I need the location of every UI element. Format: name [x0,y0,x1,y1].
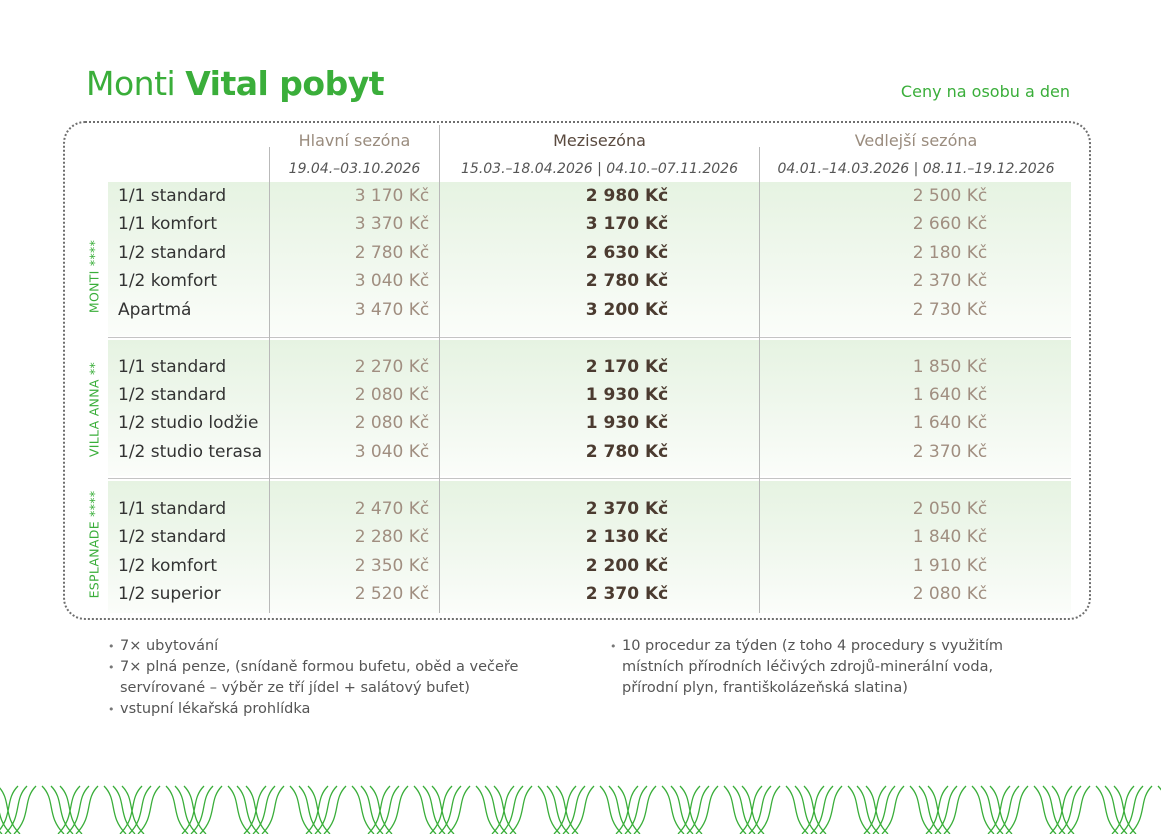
price-main: 2 270 Kč [354,357,430,377]
price-off: 1 640 Kč [912,413,988,433]
table-row [118,382,1068,410]
room-type: Apartmá [118,300,192,320]
note-item: • 7× ubytování [108,636,548,657]
table-row [118,297,1068,325]
price-mid: 2 780 Kč [585,271,669,291]
notes-left [108,636,548,720]
season-dates-mid: 15.03.–18.04.2026 | 04.10.–07.11.2026 [461,161,738,177]
price-mid: 1 930 Kč [585,413,669,433]
price-off: 2 370 Kč [912,271,988,291]
table-row [118,268,1068,296]
price-off: 1 640 Kč [912,385,988,405]
notes-right [610,636,1040,699]
room-type: 1/1 standard [118,186,227,206]
table-row [118,183,1068,211]
room-type: 1/2 standard [118,527,227,547]
price-mid: 2 780 Kč [585,442,669,462]
room-type: 1/2 komfort [118,556,218,576]
price-mid: 1 930 Kč [585,385,669,405]
price-main: 3 170 Kč [354,186,430,206]
price-off: 2 180 Kč [912,243,988,263]
price-mid: 2 370 Kč [585,584,669,604]
section-label-esplanade: ESPLANADE **** [86,490,102,599]
price-main: 3 040 Kč [354,442,430,462]
room-type: 1/1 komfort [118,214,218,234]
price-mid: 3 170 Kč [585,214,669,234]
table-row [118,354,1068,382]
price-mid: 2 170 Kč [585,357,669,377]
section-label-monti: MONTI **** [86,239,102,314]
price-off: 1 910 Kč [912,556,988,576]
season-header-off: Vedlejší sezóna [854,131,978,150]
section-label-villa-anna: VILLA ANNA ** [86,361,102,458]
price-main: 2 520 Kč [354,584,430,604]
price-main: 2 080 Kč [354,385,430,405]
note-item: • 10 procedur za týden (z toho 4 procedury s využitím místních přírodních léčivých zdrojů-minerální voda, přírodní plyn, františkolázeňská slatina) [610,636,1040,699]
price-off: 1 840 Kč [912,527,988,547]
price-main: 2 470 Kč [354,499,430,519]
price-mid: 3 200 Kč [585,300,669,320]
table-row [118,553,1068,581]
season-header-main: Hlavní sezóna [298,131,411,150]
room-type: 1/2 superior [118,584,221,604]
room-type: 1/2 standard [118,243,227,263]
season-dates-off: 04.01.–14.03.2026 | 08.11.–19.12.2026 [777,161,1055,177]
table-row [118,581,1068,609]
title-light: Monti [86,64,176,103]
season-header-mid: Mezisezóna [553,131,646,150]
title-bold: Vital pobyt [185,64,385,103]
price-mid: 2 200 Kč [585,556,669,576]
price-main: 3 040 Kč [354,271,430,291]
room-type: 1/1 standard [118,357,227,377]
leaf-pattern-decoration [0,780,1161,834]
price-mid: 2 130 Kč [585,527,669,547]
note-item: • vstupní lékařská prohlídka [108,699,548,720]
section-divider [108,478,1071,479]
price-off: 2 050 Kč [912,499,988,519]
page-title [86,64,384,103]
price-off: 1 850 Kč [912,357,988,377]
room-type: 1/2 studio terasa [118,442,263,462]
season-dates-main: 19.04.–03.10.2026 [288,161,421,177]
room-type: 1/2 standard [118,385,227,405]
room-type: 1/1 standard [118,499,227,519]
price-off: 2 370 Kč [912,442,988,462]
table-row [118,240,1068,268]
price-mid: 2 630 Kč [585,243,669,263]
price-off: 2 500 Kč [912,186,988,206]
price-off: 2 080 Kč [912,584,988,604]
table-row [118,439,1068,467]
page-subtitle: Ceny na osobu a den [900,82,1070,101]
price-off: 2 730 Kč [912,300,988,320]
price-main: 2 350 Kč [354,556,430,576]
room-type: 1/2 studio lodžie [118,413,259,433]
table-row [118,496,1068,524]
room-type: 1/2 komfort [118,271,218,291]
table-row [118,410,1068,438]
price-mid: 2 370 Kč [585,499,669,519]
price-main: 3 370 Kč [354,214,430,234]
price-main: 2 080 Kč [354,413,430,433]
price-off: 2 660 Kč [912,214,988,234]
table-row [118,211,1068,239]
price-main: 3 470 Kč [354,300,430,320]
note-item: • 7× plná penze, (snídaně formou bufetu, oběd a večeře servírované – výběr ze tří jídel + salátový bufet) [108,657,548,699]
section-divider [108,337,1071,338]
price-main: 2 780 Kč [354,243,430,263]
price-main: 2 280 Kč [354,527,430,547]
price-mid: 2 980 Kč [585,186,669,206]
table-row [118,524,1068,552]
